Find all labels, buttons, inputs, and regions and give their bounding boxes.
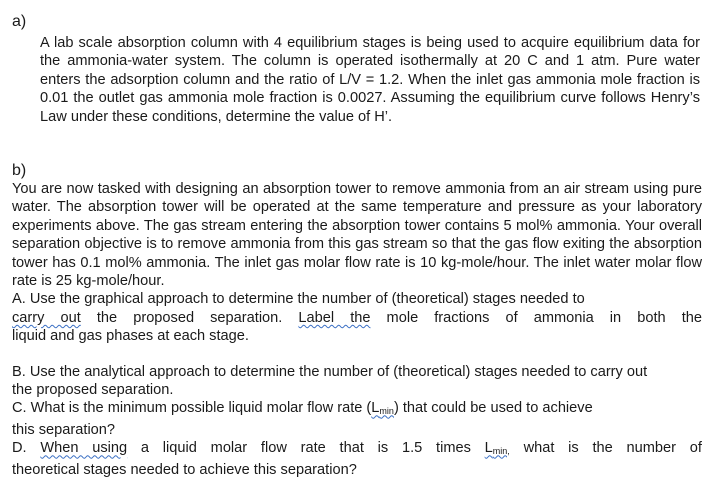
question-c-pre: C. What is the minimum possible liquid molar flow rate ( (12, 400, 372, 417)
part-b-body (12, 180, 702, 479)
part-b-label: b) (12, 162, 27, 179)
question-c (12, 399, 702, 439)
l-min-symbol-2 (485, 440, 510, 456)
question-d-mid: a liquid molar flow rate that is 1.5 times (127, 440, 485, 457)
question-c-line1 (12, 399, 702, 420)
question-a-line2 (12, 309, 702, 327)
carry-out-phrase: carry out (12, 309, 81, 326)
question-a (12, 290, 702, 345)
question-a-line1: A. Use the graphical approach to determine the number of (theoretical) stages needed to (12, 291, 585, 308)
question-d-line1 (12, 439, 702, 460)
question-d-post: what is the number of (509, 440, 702, 457)
l-min-subscript: min (379, 406, 394, 417)
part-b-intro: You are now tasked with designing an absorption tower to remove ammonia from an air stream using pure water. The absorption tower will be operated at the same temperature and pressure as your laboratory experiments above. The gas stream entering the absorption tower contains 5 mol% ammonia. Your overall separation objective is to remove ammonia from this gas stream so that the gas flow exiting the absorption tower has 0.1 mol% ammonia. The inlet gas molar flow rate is 10 kg-mole/hour. The inlet water molar flow rate is 25 kg-mole/hour. (12, 181, 702, 290)
question-d-line2: theoretical stages needed to achieve this separation? (12, 461, 357, 478)
question-a-mid: the proposed separation. (80, 309, 299, 326)
part-a-text: A lab scale absorption column with 4 equilibrium stages is being used to acquire equilibrium data for the ammonia-water system. The column is operated isothermally at 20 C and 1 atm. Pure water enters the adsorption column and the ratio of L/V = 1.2. When the inlet gas ammonia mole fraction is 0.01 the outlet gas ammonia mole fraction is 0.0027. Assuming the equilibrium curve follows Henry’s Law under these conditions, determine the value of H’. (40, 35, 700, 125)
l-min-subscript-2: min, (492, 446, 510, 457)
l-min-letter: L (371, 400, 380, 417)
l-min-letter-2: L (484, 440, 493, 457)
when-using-phrase: When using (40, 440, 128, 457)
l-min-symbol (371, 400, 394, 416)
question-d (12, 439, 702, 479)
question-a-line3: liquid and gas phases at each stage. (12, 328, 249, 345)
question-a-rest: mole fractions of ammonia in both the (370, 309, 702, 326)
question-c-line2: this separation? (12, 421, 116, 438)
question-c-post: ) that could be used to achieve (393, 400, 593, 417)
question-b: B. Use the analytical approach to determine the number of (theoretical) stages needed to carry out the proposed separation. (12, 363, 648, 399)
part-a-label: a) (12, 13, 27, 30)
label-the-phrase: Label the (298, 309, 371, 326)
question-d-pre: D. (12, 440, 41, 457)
